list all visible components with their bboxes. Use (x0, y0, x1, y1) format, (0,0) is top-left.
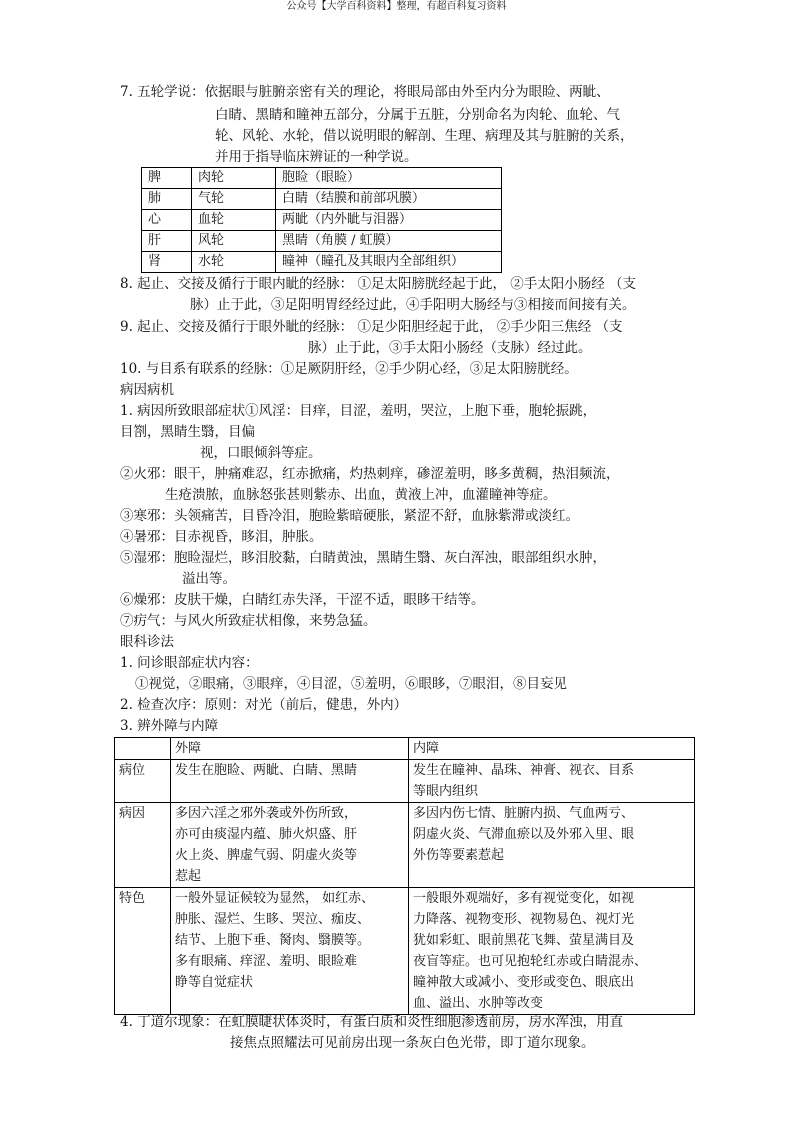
d3-line: 3. 辨外障与内障 (120, 718, 219, 734)
cell-line: 多因六淫之邪外袭或外伤所致， (175, 806, 358, 821)
s8-line-1: 8. 起止、交接及循行于眼内眦的经脉： ①足太阳膀胱经起于此， ②手太阳小肠经 （支 (120, 276, 637, 292)
s9-line-2: 脉）止于此，③手太阳小肠经（支脉）经过此。 (308, 340, 592, 356)
cell-line: 夜盲等症。也可见抱轮红赤或白睛混赤、 (413, 954, 648, 969)
table-row (115, 888, 695, 1015)
cell-line: 亦可由痰湿内蕴、肺火炽盛、肝 (175, 827, 358, 842)
table-header-row (115, 738, 695, 760)
d1-line-2: ①视觉，②眼痛，③眼痒，④目涩，⑤羞明，⑥眼眵，⑦眼泪，⑧目妄见 (135, 676, 567, 692)
inner-cell (409, 760, 695, 803)
outer-cell (171, 803, 409, 888)
d4-line-2: 接焦点照耀法可见前房出现一条灰白色光带，即丁道尔现象。 (230, 1035, 595, 1051)
row-label: 特色 (115, 888, 171, 1015)
cell-line: 火上炎、脾虚气弱、阴虚火炎等 (175, 848, 358, 863)
e1-line-2: 目劄，黑睛生翳，目偏 (120, 424, 255, 440)
outer-inner-barrier-table (114, 737, 695, 1015)
organ-cell: 心 (142, 210, 192, 231)
cell-line: 犹如彩虹、眼前黑花飞舞、萤星满目及 (413, 933, 635, 948)
d4-line-1: 4. 丁道尔现象：在虹膜睫状体炎时，有蛋白质和炎性细胞渗透前房，房水浑浊，用直 (120, 1014, 624, 1030)
e7-line: ⑦疠气：与风火所致症状相像，来势急猛。 (120, 613, 377, 629)
s7-line-2: 白睛、黑睛和瞳神五部分，分属于五脏，分别命名为肉轮、血轮、气 (215, 107, 620, 123)
table-row (142, 189, 502, 210)
cell-line: 结节、上胞下垂、胬肉、翳膜等。 (175, 933, 371, 948)
organ-cell: 肾 (142, 252, 192, 273)
page-header: 公众号【大学百科资料】整理，有超百科复习资料 (286, 1, 507, 12)
s10-line: 10. 与目系有联系的经脉：①足厥阴肝经，②手少阴心经，③足太阳膀胱经。 (120, 361, 578, 377)
cell-line: 肿胀、湿烂、生眵、哭泣、痂皮、 (175, 912, 371, 927)
etiology-heading: 病因病机 (120, 382, 174, 398)
wheel-cell: 血轮 (192, 210, 276, 231)
wheel-cell: 水轮 (192, 252, 276, 273)
s7-line-4: 并用于指导临床辨证的一种学说。 (215, 149, 418, 165)
table-row (142, 168, 502, 189)
inner-cell (409, 888, 695, 1015)
cell-line: 一般外显证候较为显然， 如红赤、 (175, 891, 375, 906)
part-cell: 胞睑（眼睑） (276, 168, 502, 189)
cell-line: 睁等自觉症状 (175, 975, 254, 990)
s8-line-2: 脉）止于此，③足阳明胃经经过此，④手阳明大肠经与③相接而间接有关。 (190, 297, 636, 313)
d2-line: 2. 检查次序：原则：对光（前后，健患，外内） (120, 697, 408, 713)
s9-line-1: 9. 起止、交接及循行于眼外眦的经脉： ①足少阳胆经起于此， ②手少阳三焦经 （支 (120, 319, 623, 335)
e2-line-2: 生疮溃脓，血脉怒张甚则紫赤、出血，黄液上冲，血灌瞳神等症。 (165, 487, 557, 503)
part-cell: 两眦（内外眦与泪器） (276, 210, 502, 231)
e5-line-2: 溢出等。 (182, 571, 236, 587)
cell-line: 血、溢出、水肿等改变 (413, 996, 544, 1011)
cell-line: 一般眼外观端好，多有视觉变化，如视 (413, 891, 635, 906)
cell-line: 瞳神散大或减小、变形或变色、眼底出 (413, 975, 635, 990)
cell-line: 发生在瞳神、晶珠、神膏、视衣、目系 (413, 763, 635, 778)
header-cell: 内障 (409, 738, 695, 760)
part-cell: 黑睛（角膜 / 虹膜） (276, 231, 502, 252)
cell-line: 多因内伤七情、脏腑内损、气血两亏、 (413, 806, 635, 821)
e2-line-1: ②火邪：眼干，肿痛难忍，红赤掀痛，灼热刺痒，碜涩羞明，眵多黄稠，热泪频流， (120, 466, 620, 482)
table-row (142, 210, 502, 231)
part-cell: 白睛（结膜和前部巩膜） (276, 189, 502, 210)
table-row (142, 252, 502, 273)
table-row (115, 803, 695, 888)
e5-line-1: ⑤湿邪：胞睑湿烂，眵泪胶黏，白睛黄浊，黑睛生翳、灰白浑浊，眼部组织水肿， (120, 550, 606, 566)
cell-line: 外伤等要素惹起 (413, 848, 505, 863)
cell-line: 惹起 (175, 869, 202, 884)
cell-line: 力降落、视物变形、视物易色、视灯光 (413, 912, 635, 927)
s7-line-3: 轮、风轮、水轮，借以说明眼的解剖、生理、病理及其与脏腑的关系， (215, 128, 634, 144)
cell-line: 阴虚火炎、气滞血瘀以及外邪入里、眼 (413, 827, 635, 842)
outer-cell (171, 760, 409, 803)
outer-cell (171, 888, 409, 1015)
inner-cell (409, 803, 695, 888)
e1-line-1: 1. 病因所致眼部症状①风淫：目痒，目涩，羞明，哭泣，上胞下垂，胞轮振跳， (120, 403, 597, 419)
e4-line: ④暑邪：目赤视昏，眵泪，肿胀。 (120, 529, 323, 545)
organ-cell: 肺 (142, 189, 192, 210)
row-label: 病因 (115, 803, 171, 888)
d1-line-1: 1. 问诊眼部症状内容： (120, 655, 259, 671)
e3-line: ③寒邪：头领痛苦，目昏冷泪，胞睑紫暗硬胀，紧涩不舒，血脉紫滞或淡红。 (120, 508, 579, 524)
s7-line-1: 7. 五轮学说：依据眼与脏腑亲密有关的理论，将眼局部由外至内分为眼睑、两眦、 (120, 84, 610, 100)
diagnosis-heading: 眼科诊法 (120, 634, 174, 650)
cell-line: 等眼内组织 (413, 784, 479, 799)
e6-line: ⑥燥邪：皮肤干燥，白睛红赤失泽，干涩不适，眼眵干结等。 (120, 592, 485, 608)
five-wheels-table (141, 167, 502, 273)
header-cell: 外障 (171, 738, 409, 760)
table-row (115, 760, 695, 803)
row-label: 病位 (115, 760, 171, 803)
part-cell: 瞳神（瞳孔及其眼内全部组织） (276, 252, 502, 273)
wheel-cell: 风轮 (192, 231, 276, 252)
wheel-cell: 肉轮 (192, 168, 276, 189)
organ-cell: 脾 (142, 168, 192, 189)
e1-line-3: 视，口眼倾斜等症。 (200, 445, 322, 461)
wheel-cell: 气轮 (192, 189, 276, 210)
table-row (142, 231, 502, 252)
cell-line: 多有眼痛、痒涩、羞明、眼睑难 (175, 954, 358, 969)
organ-cell: 肝 (142, 231, 192, 252)
cell-line: 发生在胞睑、两眦、白睛、黑睛 (175, 763, 358, 778)
header-cell (115, 738, 171, 760)
